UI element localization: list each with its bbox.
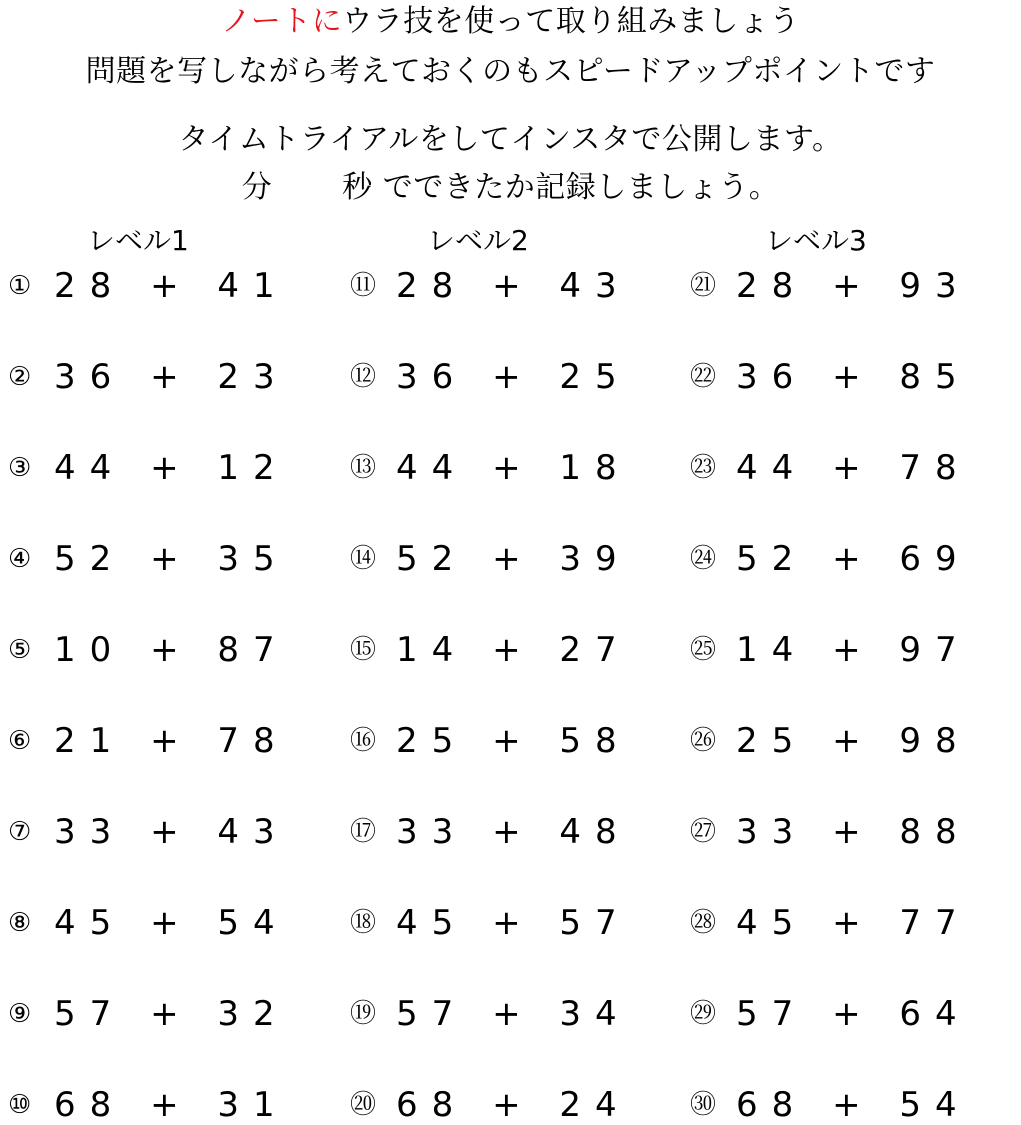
problem-item (8, 812, 289, 852)
problem-number: ㉓ (690, 453, 717, 483)
problem-number: ⑳ (350, 1090, 377, 1120)
instruction-text: ウラ技を使って取り組みましょう (342, 4, 800, 39)
problem-number: ⑨ (8, 999, 32, 1029)
problem-item (350, 448, 631, 488)
problem-expression: 36 + 25 (396, 357, 631, 397)
problem-item (8, 1085, 289, 1125)
problem-expression: 14 + 27 (396, 630, 631, 670)
problem-item (690, 721, 971, 761)
problem-expression: 21 + 78 (54, 721, 289, 761)
problem-item (690, 630, 971, 670)
problem-number: ⑬ (350, 453, 377, 483)
level-1-label: レベル1 (87, 224, 189, 257)
problem-number: ㉙ (690, 999, 717, 1029)
record-text: でできたか記録しましょう。 (382, 170, 780, 205)
problem-expression: 33 + 48 (396, 812, 631, 852)
problem-expression: 25 + 58 (396, 721, 631, 761)
problem-number: ⑮ (350, 635, 377, 665)
problem-expression: 28 + 41 (54, 266, 289, 306)
problem-item (8, 448, 289, 488)
problem-item (8, 630, 289, 670)
problem-expression: 45 + 77 (736, 903, 971, 943)
problem-expression: 57 + 32 (54, 994, 289, 1034)
problem-item (350, 630, 631, 670)
problem-expression: 57 + 34 (396, 994, 631, 1034)
problem-number: ① (8, 271, 32, 301)
problem-expression: 25 + 98 (736, 721, 971, 761)
problem-expression: 44 + 18 (396, 448, 631, 488)
problem-expression: 52 + 69 (736, 539, 971, 579)
problem-item (350, 539, 631, 579)
problem-expression: 68 + 54 (736, 1085, 971, 1125)
problem-item (690, 1085, 971, 1125)
problem-number: ㉚ (690, 1090, 717, 1120)
instruction-highlight: ノートに (221, 4, 343, 39)
problem-number: ⑪ (350, 271, 377, 301)
problem-number: ⑥ (8, 726, 32, 756)
problem-expression: 45 + 57 (396, 903, 631, 943)
problem-number: ② (8, 362, 32, 392)
problem-expression: 33 + 43 (54, 812, 289, 852)
problem-item (690, 357, 971, 397)
instruction-line-1 (0, 2, 1021, 42)
problem-item (8, 903, 289, 943)
minutes-label: 分 (241, 170, 273, 205)
problem-item (690, 903, 971, 943)
problem-item (690, 448, 971, 488)
problem-item (8, 266, 289, 306)
problem-number: ⑲ (350, 999, 377, 1029)
problem-number: ㉗ (690, 817, 717, 847)
problem-expression: 36 + 23 (54, 357, 289, 397)
problem-number: ㉒ (690, 362, 717, 392)
problem-number: ㉔ (690, 544, 717, 574)
problem-number: ㉑ (690, 271, 717, 301)
problem-number: ㉕ (690, 635, 717, 665)
problem-expression: 52 + 39 (396, 539, 631, 579)
problem-item (350, 903, 631, 943)
problem-item (690, 539, 971, 579)
problem-number: ⑰ (350, 817, 377, 847)
seconds-label: 秒 (342, 170, 373, 205)
problem-number: ④ (8, 544, 32, 574)
time-record-line (0, 168, 1021, 208)
problem-expression: 44 + 12 (54, 448, 289, 488)
problem-expression: 14 + 97 (736, 630, 971, 670)
problem-number: ⑩ (8, 1090, 32, 1120)
problem-number: ㉖ (690, 726, 717, 756)
problem-number: ⑱ (350, 908, 377, 938)
level-2-label: レベル2 (427, 224, 529, 257)
problem-item (350, 357, 631, 397)
problem-item (8, 721, 289, 761)
problem-expression: 28 + 43 (396, 266, 631, 306)
problem-expression: 57 + 64 (736, 994, 971, 1034)
problem-item (350, 266, 631, 306)
problem-number: ⑭ (350, 544, 377, 574)
problem-item (8, 539, 289, 579)
problem-expression: 68 + 31 (54, 1085, 289, 1125)
problem-expression: 68 + 24 (396, 1085, 631, 1125)
problem-number: ㉘ (690, 908, 717, 938)
problem-item (690, 994, 971, 1034)
problem-expression: 33 + 88 (736, 812, 971, 852)
time-trial-note: タイムトライアルをしてインスタで公開します。 (178, 122, 843, 157)
problem-expression: 28 + 93 (736, 266, 971, 306)
problem-number: ⑧ (8, 908, 32, 938)
problem-item (350, 812, 631, 852)
problem-item (350, 721, 631, 761)
problem-expression: 52 + 35 (54, 539, 289, 579)
problem-expression: 10 + 87 (54, 630, 289, 670)
problem-number: ⑯ (350, 726, 377, 756)
problem-number: ③ (8, 453, 32, 483)
level-3-label: レベル3 (765, 224, 867, 257)
problem-item (8, 994, 289, 1034)
problem-expression: 44 + 78 (736, 448, 971, 488)
problem-item (350, 1085, 631, 1125)
problem-item (690, 266, 971, 306)
problem-number: ⑫ (350, 362, 377, 392)
problem-item (350, 994, 631, 1034)
problem-expression: 45 + 54 (54, 903, 289, 943)
problem-expression: 36 + 85 (736, 357, 971, 397)
problem-item (8, 357, 289, 397)
problem-number: ⑤ (8, 635, 32, 665)
problem-item (690, 812, 971, 852)
instruction-line-2: 問題を写しながら考えておくのもスピードアップポイントです (85, 54, 936, 89)
problem-number: ⑦ (8, 817, 32, 847)
